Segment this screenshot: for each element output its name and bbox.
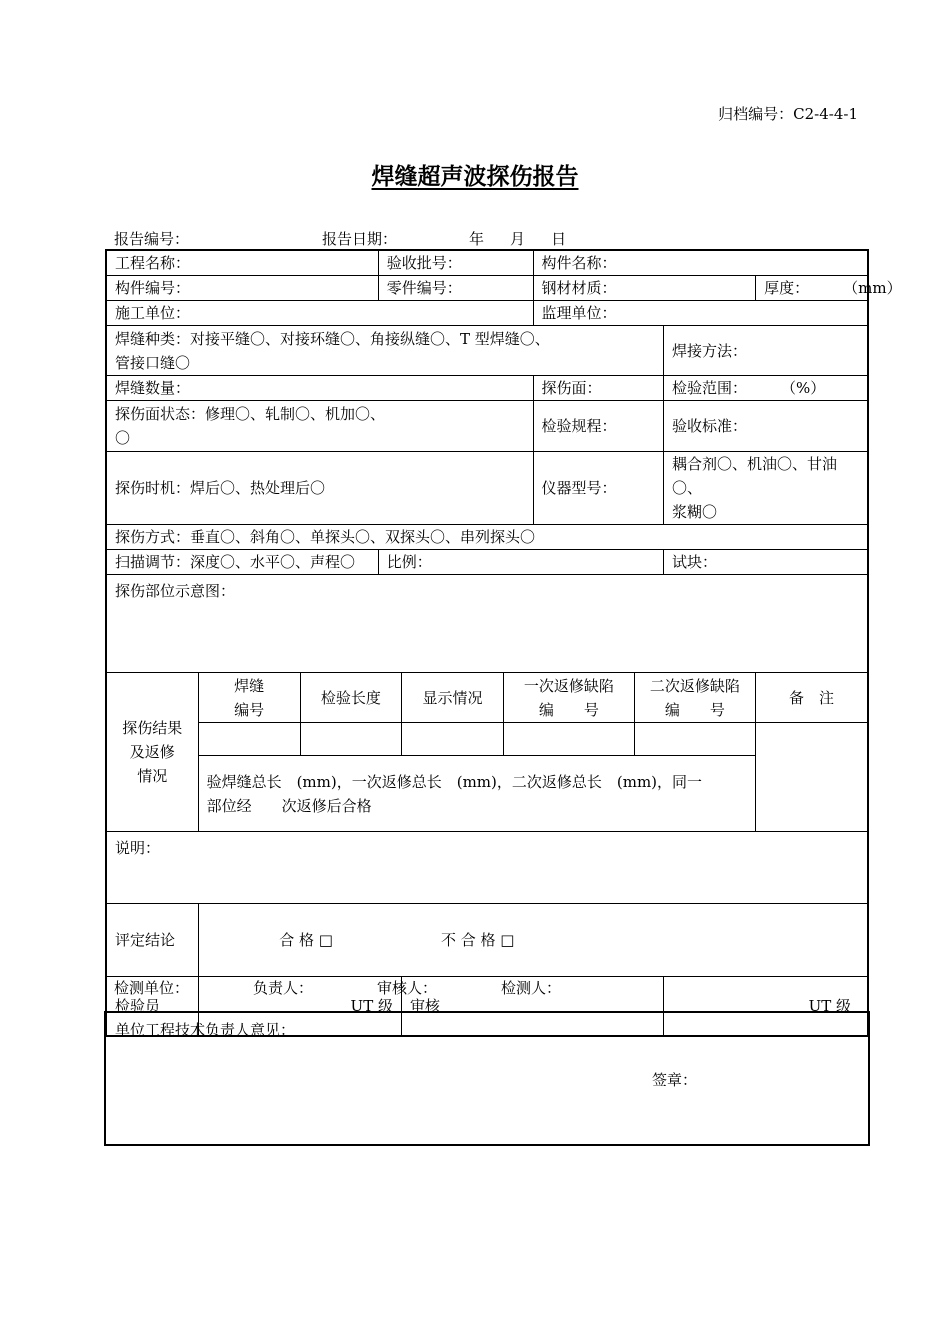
responsible-label: 负责人：	[253, 979, 314, 997]
test-block-cell[interactable]: 试块：	[664, 550, 868, 575]
report-table	[105, 249, 902, 1037]
length-input[interactable]	[300, 723, 401, 756]
report-date-label: 报告日期：	[322, 230, 398, 248]
range-unit: （%）	[781, 379, 826, 397]
thickness-cell[interactable]	[756, 276, 902, 301]
results-label-cell	[106, 673, 198, 832]
remark-input[interactable]	[756, 723, 868, 832]
inspection-procedure-cell[interactable]: 检验规程：	[533, 401, 664, 452]
scan-adjust-cell[interactable]: 扫描调节：深度〇、水平〇、声程〇	[106, 550, 378, 575]
weld-type-line-2: 管接口缝〇	[115, 353, 191, 372]
report-no-label: 报告编号：	[114, 230, 190, 248]
second-repair-input[interactable]	[634, 723, 755, 756]
ratio-cell[interactable]: 比例：	[378, 550, 663, 575]
inspection-range-label: 检验范围：	[672, 379, 748, 397]
conclusion-options	[198, 904, 868, 977]
diagram-cell[interactable]: 探伤部位示意图：	[106, 575, 868, 673]
col-first-repair-line-2: 编 号	[538, 700, 599, 719]
inspector-label: 检验员	[106, 977, 198, 1036]
weld-method-cell[interactable]: 焊接方法：	[664, 326, 868, 376]
month-label: 月	[510, 230, 526, 248]
opinion-box[interactable]	[104, 1011, 870, 1146]
couplant-line-2: 浆糊〇	[672, 503, 718, 521]
instrument-model-cell[interactable]: 仪器型号：	[533, 452, 664, 525]
couplant-cell[interactable]	[664, 452, 868, 525]
report-header-line	[114, 228, 566, 249]
col-length: 检验长度	[300, 673, 401, 723]
surface-state-cell[interactable]	[106, 401, 533, 452]
member-name-cell[interactable]: 构件名称：	[533, 250, 868, 276]
first-repair-input[interactable]	[504, 723, 635, 756]
footer-line	[114, 977, 561, 998]
tester-label: 检测人：	[501, 979, 562, 997]
results-label-2: 及返修	[129, 743, 175, 761]
pass-checkbox[interactable]: □	[318, 931, 333, 949]
reviewer-label: 审核人：	[377, 979, 438, 997]
page-title	[0, 158, 950, 191]
thickness-unit: （mm）	[843, 279, 902, 297]
weld-type-cell[interactable]	[106, 326, 664, 376]
weld-no-input[interactable]	[198, 723, 300, 756]
pass-label: 合 格	[279, 931, 314, 949]
part-no-cell[interactable]: 零件编号：	[378, 276, 533, 301]
construction-unit-cell[interactable]: 施工单位：	[106, 301, 533, 326]
acceptance-standard-cell[interactable]: 验收标准：	[664, 401, 868, 452]
summary-line-2: 部位经 次返修后合格	[206, 796, 372, 815]
notes-cell[interactable]: 说明：	[106, 832, 868, 904]
weld-count-cell[interactable]: 焊缝数量：	[106, 376, 533, 401]
col-remark: 备 注	[756, 673, 868, 723]
inspection-range-cell[interactable]	[664, 376, 868, 401]
col-second-repair-line-1: 二次返修缺陷	[649, 676, 740, 695]
col-second-repair	[634, 673, 755, 723]
col-weld-no	[198, 673, 300, 723]
summary-line-1: 验焊缝总长 (mm)，一次返修总长 (mm)，二次返修总长 (mm)，同一	[206, 772, 703, 791]
thickness-label: 厚度：	[764, 279, 810, 297]
display-input[interactable]	[401, 723, 503, 756]
archive-number: 归档编号：C2-4-4-1	[718, 105, 858, 123]
surface-state-line-1: 探伤面状态：修理〇、轧制〇、机加〇、	[115, 405, 386, 423]
col-weld-no-line-2: 编号	[234, 700, 265, 719]
day-label: 日	[551, 230, 567, 248]
surface-state-line-2: 〇	[115, 429, 131, 447]
fail-checkbox[interactable]: □	[500, 931, 515, 949]
col-weld-no-line-1: 焊缝	[234, 676, 265, 695]
project-name-cell[interactable]: 工程名称：	[106, 250, 378, 276]
conclusion-label: 评定结论	[106, 904, 198, 977]
test-unit-label: 检测单位：	[114, 979, 190, 997]
test-timing-cell[interactable]: 探伤时机：焊后〇、热处理后〇	[106, 452, 533, 525]
review-label[interactable]: 审核	[401, 977, 663, 1036]
col-second-repair-line-2: 编 号	[664, 700, 725, 719]
steel-material-cell[interactable]: 钢材材质：	[533, 276, 756, 301]
couplant-line-1: 耦合剂〇、机油〇、甘油〇、	[672, 455, 838, 497]
inspector-ut-level[interactable]: UT 级	[198, 977, 401, 1036]
opinion-label: 单位工程技术负责人意见：	[115, 1021, 296, 1039]
col-first-repair	[504, 673, 635, 723]
signature-label: 签章：	[652, 1071, 698, 1089]
title-text: 焊缝超声波探伤报告	[371, 163, 579, 190]
test-method-cell[interactable]: 探伤方式：垂直〇、斜角〇、单探头〇、双探头〇、串列探头〇	[106, 525, 868, 550]
test-surface-cell[interactable]: 探伤面：	[533, 376, 664, 401]
results-label-1: 探伤结果	[122, 719, 183, 737]
weld-type-line-1: 焊缝种类：对接平缝〇、对接环缝〇、角接纵缝〇、T 型焊缝〇、	[115, 329, 550, 348]
batch-no-cell[interactable]: 验收批号：	[378, 250, 533, 276]
supervision-unit-cell[interactable]: 监理单位：	[533, 301, 868, 326]
col-display: 显示情况	[401, 673, 503, 723]
member-no-cell[interactable]: 构件编号：	[106, 276, 378, 301]
fail-label: 不 合 格	[440, 931, 496, 949]
year-label: 年	[469, 230, 485, 248]
results-label-3: 情况	[137, 767, 168, 785]
results-summary-cell[interactable]	[198, 756, 756, 832]
review-ut-level[interactable]: UT 级	[664, 977, 868, 1036]
col-first-repair-line-1: 一次返修缺陷	[523, 676, 614, 695]
